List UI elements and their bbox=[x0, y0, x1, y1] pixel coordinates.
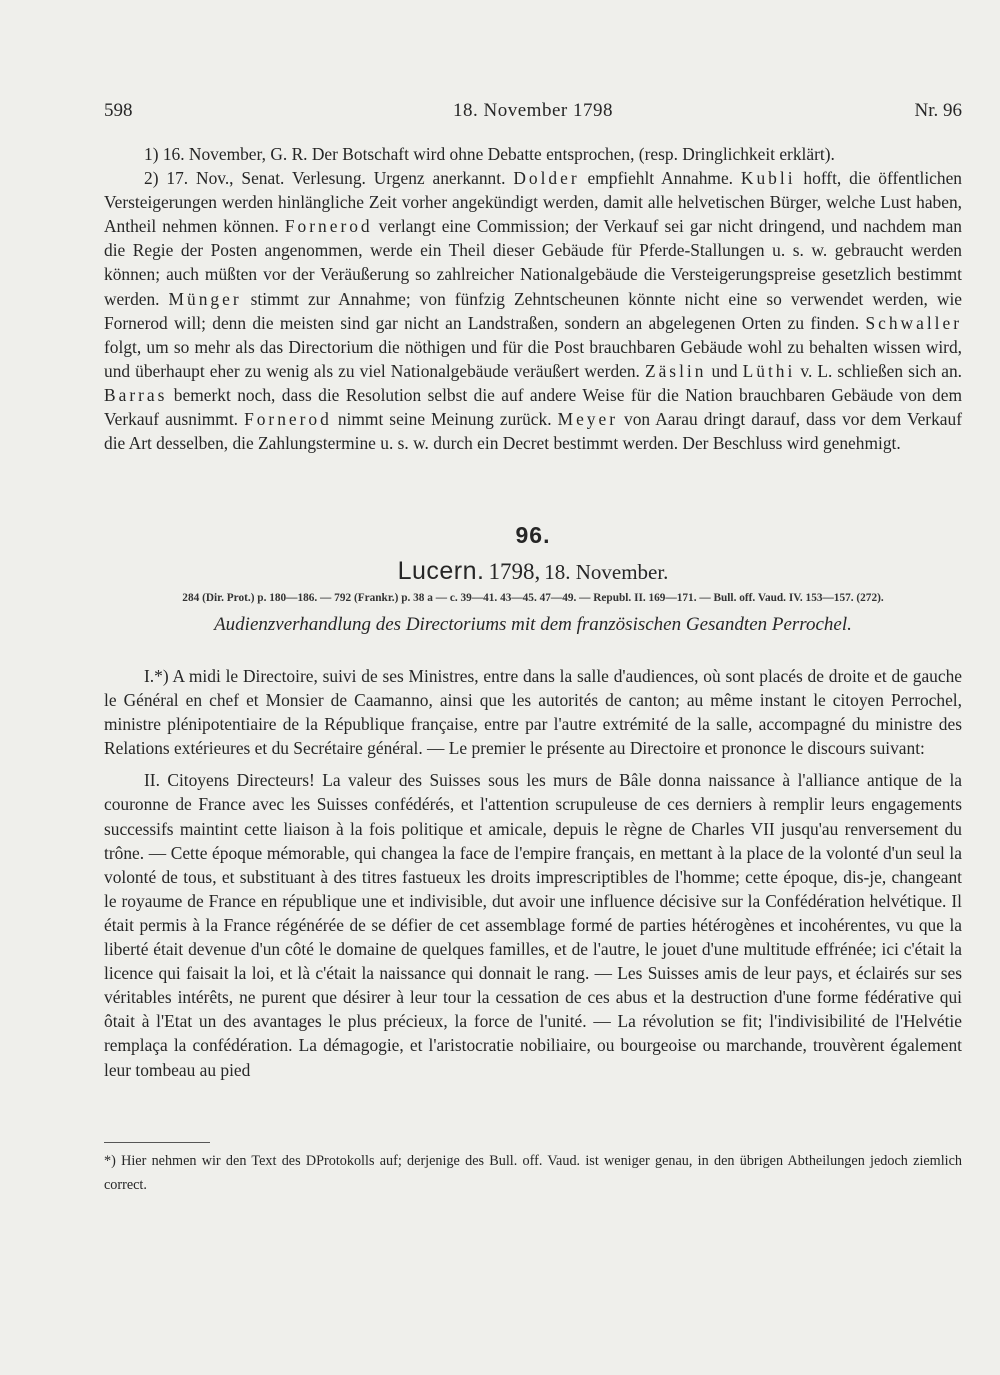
footnote-rule bbox=[104, 1142, 210, 1143]
place-date-line bbox=[104, 557, 962, 586]
speaker-name: Fornerod bbox=[244, 409, 332, 430]
footnote: *) Hier nehmen wir den Text des DProtokolls auf; derjenige des Bull. off. Vaud. ist weniger genau, in den übrigen Abtheilungen jedoch ziemlich correct. bbox=[104, 1153, 962, 1193]
speaker-name: Münger bbox=[168, 288, 242, 309]
section-two: II. Citoyens Directeurs! La valeur des Suisses sous les murs de Bâle donna naissance à l'alliance antique de la couronne de France avec les Suisses confédérés, et l'attention scrupuleuse de ces derniers à remplir leurs engagements successifs maintint cette liaison à la fois politique et amicale, depuis le règne de Charles VII jusqu'au renversement du trône. — Cette époque mémorable, qui changea la face de l'empire français, en mettant à la place de la volonté d'un seul la volonté de tous, et substituant à des titres fastueux les droits imprescriptibles de l'homme; cette époque, dis-je, changeant le royaume de France en république une et indivisible, dut avoir une influence décisive sur la Confédération helvétique. Il était permis à la France régénérée de se défier de cet assemblage formé de parties hétérogènes et incohérentes, vu que la liberté était devenue d'un côté le domaine de quelques familles, et de l'autre, le jouet d'une multitude effrénée; ici c'était la licence qui faisait la loi, et là c'était la naissance qui donnait le rang. — Les Suisses amis de leur pays, et éclairés sur ses véritables intérêts, ne purent que désirer à leur tour la cessation de ces abus et la destruction d'une forme fédérative qui ôtait à l'Etat un des avantages le plus précieux, la force de l'unité. — La révolution se fit; l'indivisibilité de l'Helvétie remplaça la confédération. La démagogie, et l'aristocratie nobiliaire, ou bourgeoise ou marchande, trouvèrent également leur tombeau au pied bbox=[104, 770, 962, 1080]
document-number-header: Nr. 96 bbox=[914, 100, 962, 121]
speaker-name: Barras bbox=[104, 384, 168, 405]
speaker-name: Meyer bbox=[557, 409, 618, 430]
section-one: I.*) A midi le Directoire, suivi de ses Ministres, entre dans la salle d'audiences, où sont placés de droite et de gauche le Général en chef et Monsier de Caamanno, ainsi que les autorités de canton; au même instant le citoyen Perrochel, ministre plénipotentiaire de la République française, entre par l'autre extrémité de la salle, accompagné du ministre des Relations extérieures et du Secrétaire général. — Le premier le présente au Directoire et prononce le discours suivant: bbox=[104, 666, 962, 759]
paragraph-gr-session: 1) 16. November, G. R. Der Botschaft wird ohne Debatte entsprochen, (resp. Dringlichkeit erklärt). bbox=[144, 144, 835, 164]
speaker-name: Dolder bbox=[513, 168, 580, 189]
speaker-name: Kubli bbox=[740, 168, 796, 189]
footnote-block bbox=[104, 1142, 962, 1197]
header-date: 18. November 1798 bbox=[453, 100, 613, 121]
source-references: 284 (Dir. Prot.) p. 180—186. — 792 (Frankr.) p. 38 a — c. 39—41. 43—45. 47—49. — Republ. II. 169—171. — Bull. off. Vaud. IV. 153—157. (272). bbox=[182, 592, 884, 604]
document-title: Audienzverhandlung des Directoriums mit dem französischen Gesandten Perrochel. bbox=[214, 614, 852, 635]
year: 1798, bbox=[488, 559, 541, 584]
speaker-name: Schwaller bbox=[865, 312, 962, 333]
speaker-name: Lüthi bbox=[742, 360, 796, 381]
document-heading-block bbox=[104, 522, 962, 636]
place: Lucern. bbox=[397, 557, 485, 585]
speaker-name: Zäslin bbox=[644, 360, 707, 381]
document-number: 96. bbox=[515, 522, 551, 548]
running-header bbox=[104, 100, 962, 124]
date: 18. November. bbox=[544, 560, 669, 584]
paragraph-senate-debate: 2) 17. Nov., Senat. Verlesung. Urgenz anerkannt. Dolder empfiehlt Annahme. Kubli hofft, die öffentlichen Versteigerungen werden hinlängliche Zeit vorher angekündigt werden, damit alle helvetischen Bürger, welche Lust haben, Antheil nehmen können. Fornerod verlangt eine Commission; der Verkauf sei gar nicht dringend, und nachdem man die Regie der Posten angenommen, werde ein Theil dieser Gebäude für Pferde-Stallungen u. s. w. gebraucht werden können; auch müßten vor der Veräußerung so zahlreicher Nationalgebäude die Versteigerungspreise gesetzlich bestimmt werden. Münger stimmt zur Annahme; von fünfzig Zehntscheunen könnte nicht eine so verwendet werden, wie Fornerod will; denn die meisten sind gar nicht an Landstraßen, sondern an abgelegenen Orten zu finden. Schwaller folgt, um so mehr als das Directorium die nöthigen und für die Post brauchbaren Gebäude wohl zu behalten wissen wird, und überhaupt eher zu wenig als zu viel Nationalgebäude veräußert werden. Zäslin und Lüthi v. L. schließen sich an. Barras bemerkt noch, dass die Resolution selbst die auf andere Weise für die Nation brauchbaren Gebäude von dem Verkauf ausnimmt. Fornerod nimmt seine Meinung zurück. Meyer von Aarau dringt darauf, dass vor dem Verkauf die Art desselben, die Zahlungstermine u. s. w. durch ein Decret bestimmt werden. Der Beschluss wird genehmigt. bbox=[104, 168, 963, 454]
speaker-name: Fornerod bbox=[284, 216, 373, 237]
main-text bbox=[104, 664, 962, 1082]
top-section bbox=[104, 142, 962, 455]
page-number: 598 bbox=[104, 100, 133, 121]
